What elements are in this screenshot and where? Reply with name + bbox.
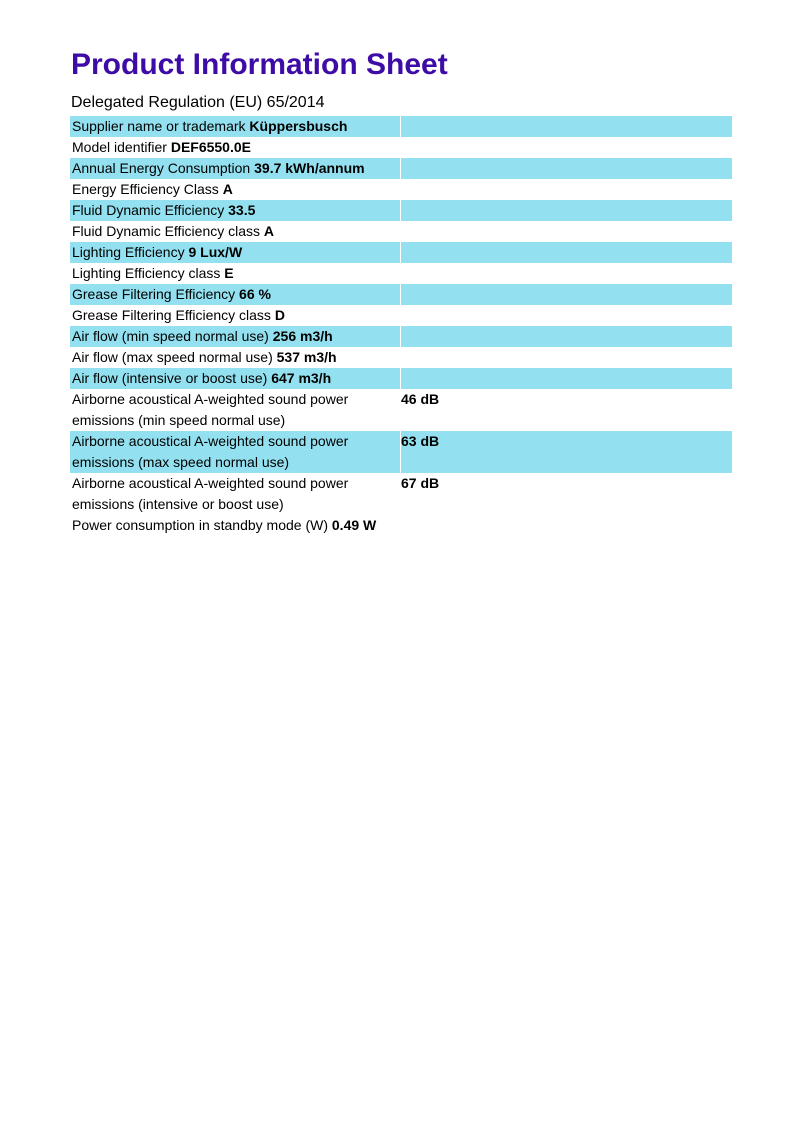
row-label: Grease Filtering Efficiency — [72, 286, 236, 302]
row-value: 256 m3/h — [272, 328, 333, 344]
row-label: Lighting Efficiency — [72, 244, 185, 260]
row-value: 67 dB — [400, 473, 732, 515]
row-value: E — [224, 265, 234, 281]
table-row-air-flow-min — [70, 326, 732, 347]
table-row-energy-efficiency-class — [70, 179, 732, 200]
table-row-fluid-dynamic-efficiency — [70, 200, 732, 221]
row-label: Air flow (intensive or boost use) — [72, 370, 268, 386]
row-label: Supplier name or trademark — [72, 118, 246, 134]
row-value: D — [274, 307, 285, 323]
row-value: 33.5 — [228, 202, 256, 218]
row-label: Air flow (min speed normal use) — [72, 328, 269, 344]
regulation-reference: Delegated Regulation (EU) 65/2014 — [71, 94, 325, 111]
table-row-noise-min — [70, 389, 732, 431]
row-label: Airborne acoustical A-weighted sound power emissions (min speed normal use) — [72, 391, 349, 428]
row-value: A — [222, 181, 233, 197]
row-label: Grease Filtering Efficiency class — [72, 307, 271, 323]
row-value: DEF6550.0E — [170, 139, 251, 155]
row-label: Fluid Dynamic Efficiency class — [72, 223, 261, 239]
table-row-model-identifier — [70, 137, 732, 158]
page-title: Product Information Sheet — [71, 48, 448, 81]
row-label: Model identifier — [72, 139, 167, 155]
row-label: Airborne acoustical A-weighted sound power emissions (max speed normal use) — [70, 431, 400, 473]
table-row-air-flow-max — [70, 347, 732, 368]
row-value: A — [263, 223, 275, 239]
table-row-lighting-efficiency — [70, 242, 732, 263]
row-label: Air flow (max speed normal use) — [72, 349, 273, 365]
row-value: Küppersbusch — [249, 118, 348, 134]
table-row-lighting-efficiency-class — [70, 263, 732, 284]
row-label: Fluid Dynamic Efficiency — [72, 202, 225, 218]
table-row-grease-filtering-efficiency-class — [70, 305, 732, 326]
row-value: 63 dB — [400, 431, 732, 473]
table-row-noise-max — [70, 431, 732, 473]
row-value: 9 Lux/W — [188, 244, 243, 260]
table-row-fluid-dynamic-efficiency-class — [70, 221, 732, 242]
row-value: 66 % — [239, 286, 271, 302]
row-label: Airborne acoustical A-weighted sound power emissions (intensive or boost use) — [72, 475, 349, 512]
row-label: Energy Efficiency Class — [72, 181, 219, 197]
row-value: 537 m3/h — [276, 349, 337, 365]
table-row-grease-filtering-efficiency — [70, 284, 732, 305]
table-row-noise-intensive — [70, 473, 732, 515]
row-label: Annual Energy Consumption — [72, 160, 251, 176]
table-row-standby-power — [70, 515, 732, 536]
table-row-supplier — [70, 116, 732, 137]
row-value: 39.7 kWh/annum — [254, 160, 365, 176]
table-row-annual-energy-consumption — [70, 158, 732, 179]
row-label: Power consumption in standby mode (W) — [72, 517, 328, 533]
table-row-air-flow-intensive — [70, 368, 732, 389]
product-data-table — [70, 116, 732, 536]
row-value: 46 dB — [400, 389, 732, 431]
row-value: 647 m3/h — [271, 370, 332, 386]
row-value: 0.49 W — [331, 517, 377, 533]
row-label: Lighting Efficiency class — [72, 265, 221, 281]
